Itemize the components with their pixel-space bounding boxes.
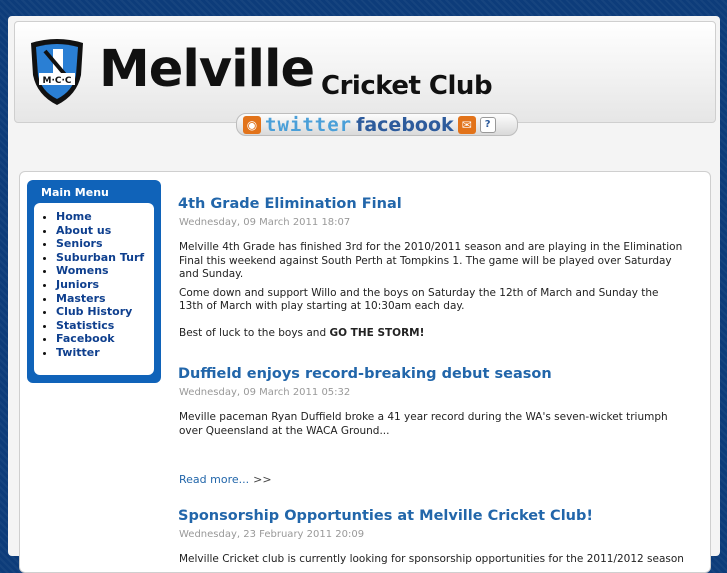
menu-link-about-us[interactable]: About us (56, 223, 112, 237)
menu-item (56, 346, 154, 360)
article-bold-text: GO THE STORM! (329, 326, 425, 339)
rss-icon[interactable]: ◉ (243, 116, 261, 134)
menu-item (56, 332, 154, 346)
menu-item (56, 264, 154, 278)
menu-item (56, 224, 154, 238)
article-body (179, 411, 684, 443)
article-body (179, 553, 684, 572)
email-icon[interactable]: ✉ (458, 116, 476, 134)
site-header (14, 21, 716, 123)
article-paragraph: Meville paceman Ryan Duffield broke a 41 year record during the WA's seven-wicket triumph over Queensland at the WACA Ground... (179, 411, 668, 437)
read-more-link[interactable]: Read more... (179, 473, 250, 486)
menu-link-suburban-turf[interactable]: Suburban Turf (56, 250, 145, 264)
menu-item (56, 292, 154, 306)
menu-link-home[interactable]: Home (56, 210, 92, 223)
menu-item (56, 305, 154, 319)
article-date: Wednesday, 09 March 2011 18:07 (179, 217, 351, 228)
article-paragraph: Melville Cricket club is currently looking for sponsorship opportunities for the 2011/2012 season (179, 553, 684, 565)
menu-item (56, 210, 154, 224)
read-more-arrows: >> (253, 473, 272, 486)
article-paragraph: Melville 4th Grade has finished 3rd for the 2010/2011 season and are playing in the Elimination Final this weekend against South Perth at Tompkins 1. The game will be played over Saturday and Sunday. (179, 241, 683, 281)
article-date: Wednesday, 23 February 2011 20:09 (179, 529, 365, 540)
menu-item (56, 319, 154, 333)
main-menu-list (34, 203, 154, 360)
menu-link-twitter[interactable]: Twitter (56, 345, 100, 359)
social-bar (236, 113, 518, 136)
menu-item (56, 278, 154, 292)
article-paragraph: Come down and support Willo and the boys on Saturday the 12th of March and Sunday the 13th of March with play starting at 10:30am each day. (179, 286, 659, 313)
article-body (179, 241, 684, 346)
site-title: Melville (99, 40, 315, 99)
share-icon[interactable]: ? (480, 117, 496, 133)
main-menu-list-box (34, 203, 154, 375)
article-title-link[interactable]: 4th Grade Elimination Final (178, 196, 402, 212)
shield-lettering: M·C·C (42, 76, 72, 86)
menu-link-seniors[interactable]: Seniors (56, 237, 103, 251)
twitter-link[interactable]: twitter (265, 113, 353, 136)
article-date: Wednesday, 09 March 2011 05:32 (179, 387, 351, 398)
menu-link-juniors[interactable]: Juniors (56, 277, 100, 291)
club-shield-icon[interactable] (27, 37, 87, 107)
menu-link-masters[interactable]: Masters (56, 291, 106, 305)
article-text: Best of luck to the boys and (179, 326, 330, 339)
page-container (8, 16, 720, 565)
article-title-link[interactable]: Sponsorship Opportunties at Melville Cricket Club! (178, 508, 593, 524)
menu-link-facebook[interactable]: Facebook (56, 332, 115, 346)
main-menu-title: Main Menu (41, 186, 109, 199)
main-menu (27, 180, 161, 383)
content-area (19, 171, 711, 573)
menu-item (56, 251, 154, 265)
menu-link-statistics[interactable]: Statistics (56, 318, 115, 332)
article-paragraph (179, 327, 684, 341)
article-title-link[interactable]: Duffield enjoys record-breaking debut season (178, 366, 552, 382)
menu-link-womens[interactable]: Womens (56, 264, 109, 278)
facebook-link[interactable]: facebook (356, 113, 454, 136)
read-more (179, 473, 272, 486)
menu-item (56, 237, 154, 251)
site-subtitle: Cricket Club (321, 71, 493, 101)
menu-link-club-history[interactable]: Club History (56, 305, 133, 319)
